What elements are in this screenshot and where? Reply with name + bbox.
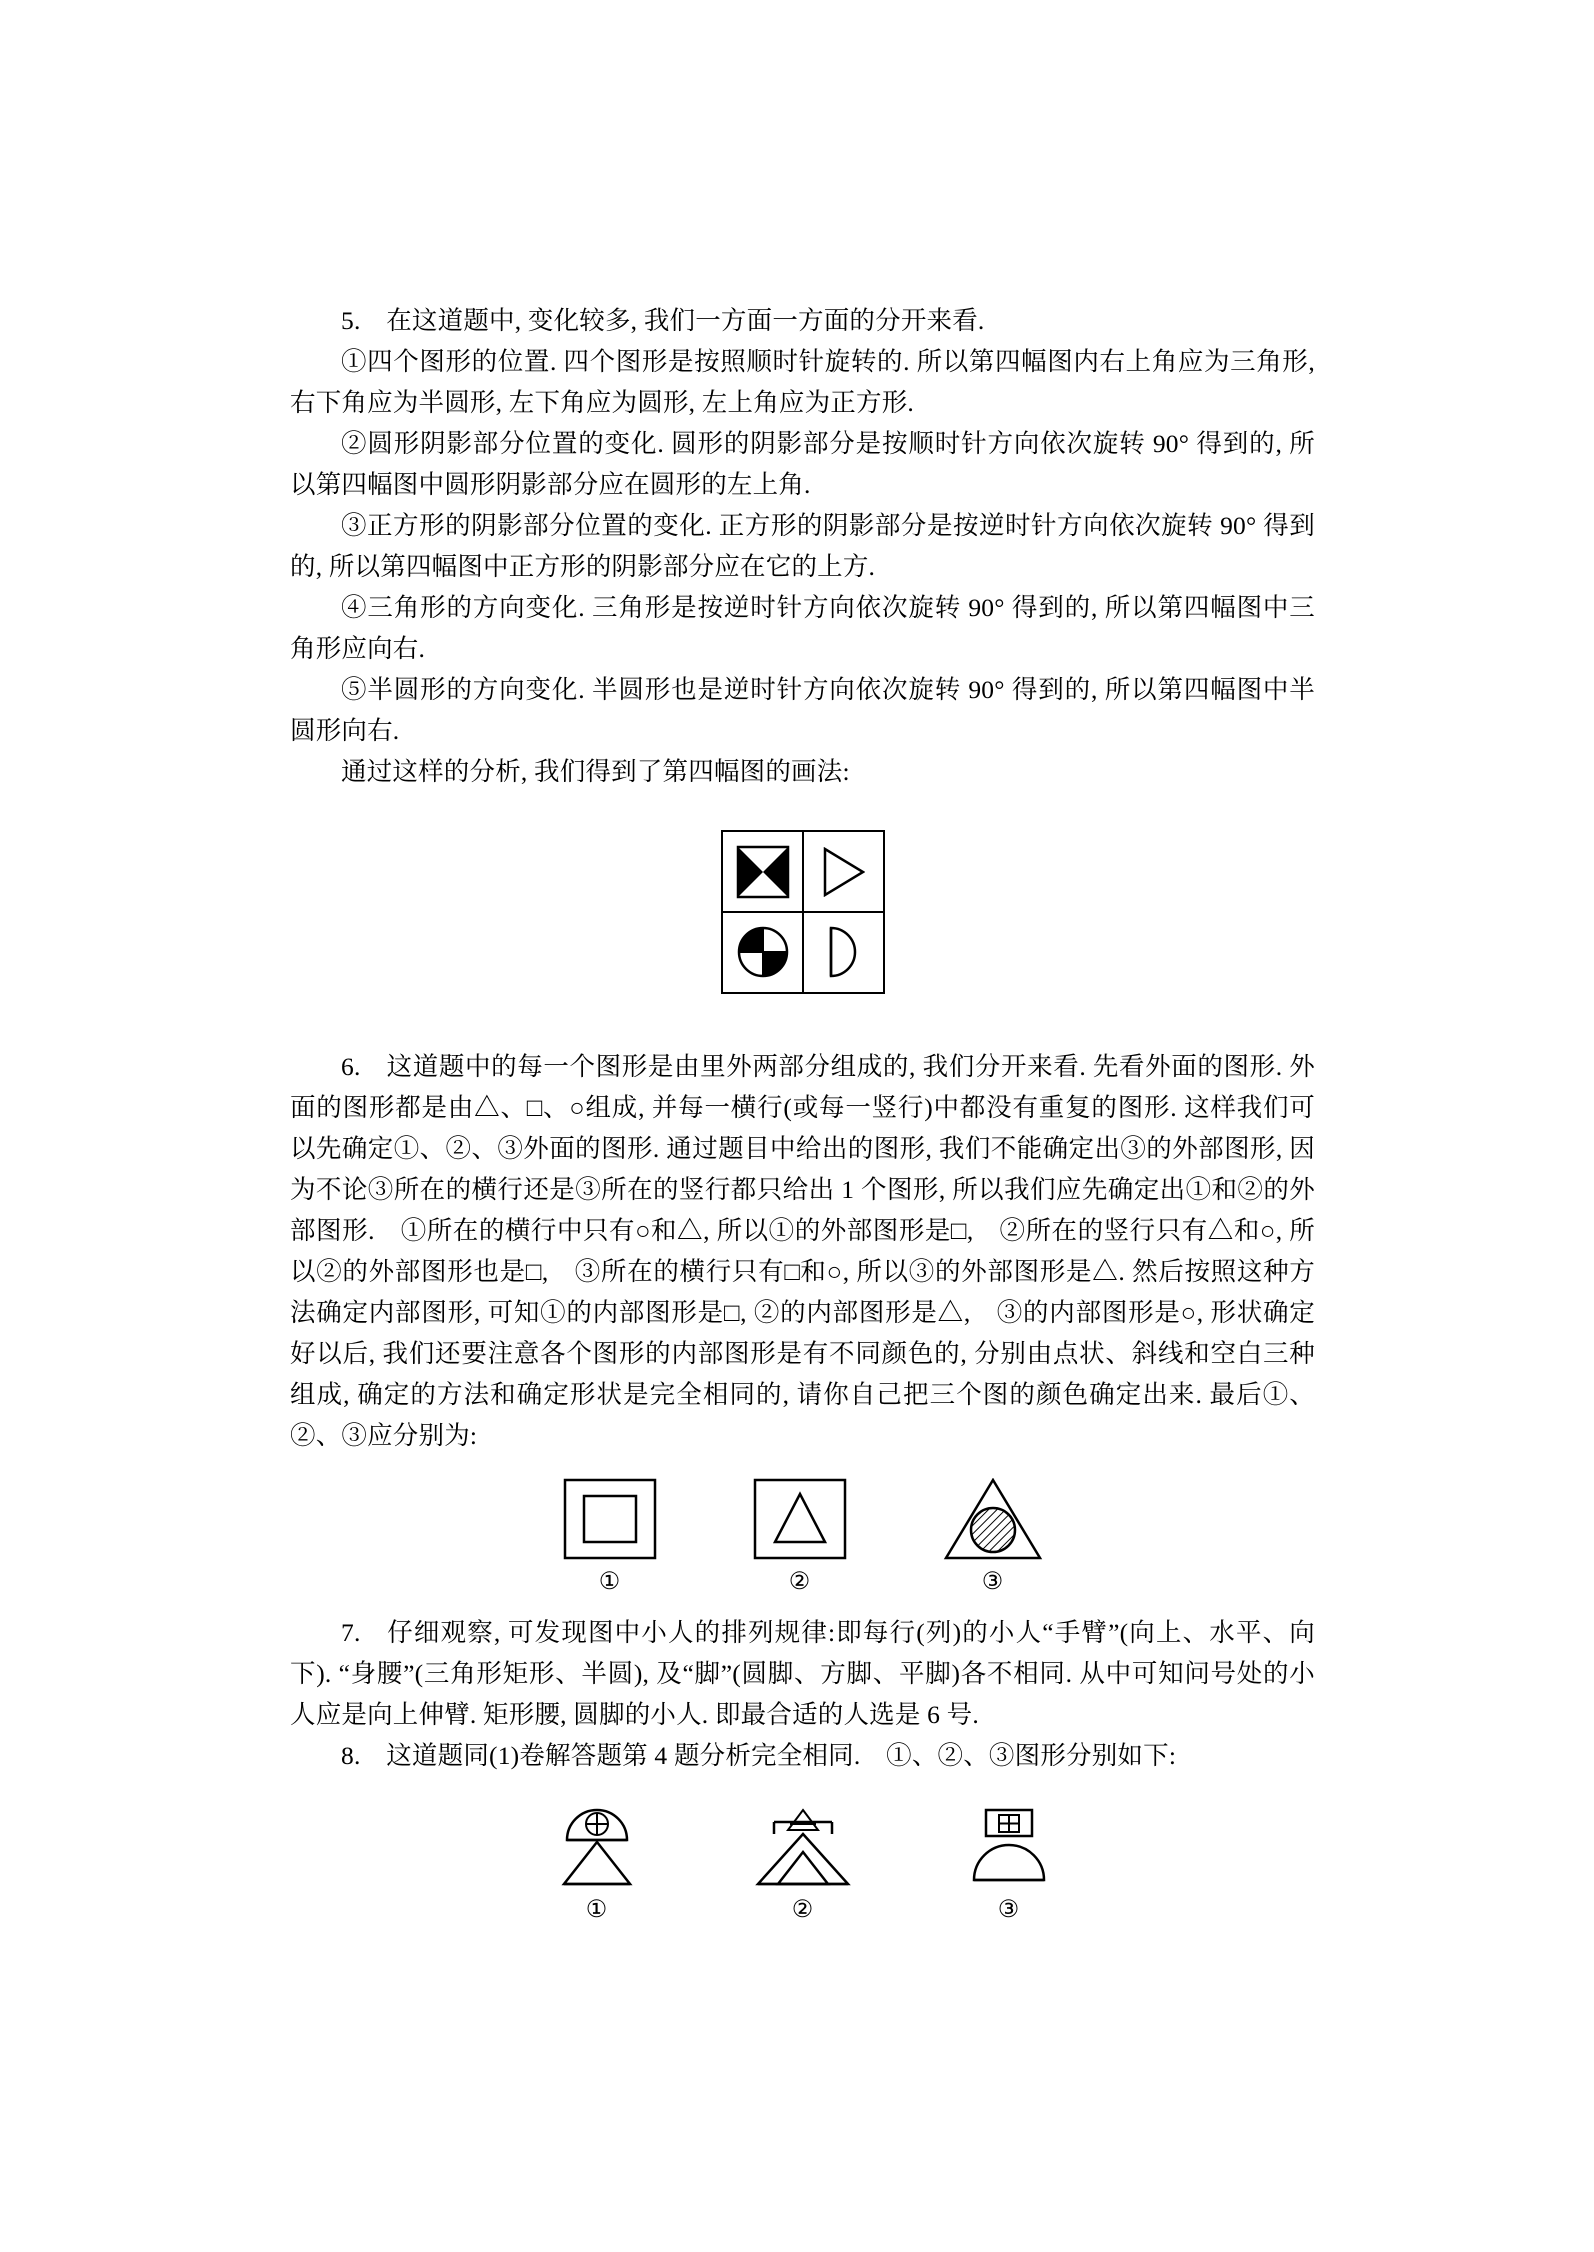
- paragraph-7: 7. 仔细观察, 可发现图中小人的排列规律:即每行(列)的小人“手臂”(向上、水平、向下). “身腰”(三角形矩形、半圆), 及“脚”(圆脚、方脚、平脚)各不相同. 从中可知问号处的小人应是向上伸臂. 矩形腰, 圆脚的小人. 即最合适的人选是 6 号.: [290, 1618, 1315, 1729]
- paragraph-6: 6. 这道题中的每一个图形是由里外两部分组成的, 我们分开来看. 先看外面的图形. 外面的图形都是由△、□、○组成, 并每一横行(或每一竖行)中都没有重复的图形. 这样我们可以先确定①、②、③外面的图形. 通过题目中给出的图形, 我们不能确定出③的外部图形, 因为不论③所在的横行还是③所在的竖行都只给出 1 个图形, 所以我们应先确定出①和②的外部图形. ①所在的横行中只有○和△, 所以①的外部图形是□, ②所在的竖行只有△和○, 所以②的外部图形也是□, ③所在的横行只有□和○, 所以③的外部图形是△. 然后按照这种方法确定内部图形, 可知①的内部图形是□, ②的内部图形是△, ③的内部图形是○, 形状确定好以后, 我们还要注意各个图形的内部图形是有不同颜色的, 分别由点状、斜线和空白三种组成, 确定的方法和确定形状是完全相同的, 请你自己把三个图的颜色确定出来. 最后①、②、③应分别为:: [290, 1052, 1315, 1450]
- square-with-shaded-triangles-icon: [736, 845, 790, 899]
- figure-four-panel-grid: [290, 792, 1315, 994]
- paragraph-5: 5. 在这道题中, 变化较多, 我们一方面一方面的分开来看.: [341, 306, 985, 335]
- hatched-circle-in-triangle-icon: [943, 1478, 1043, 1560]
- grid-cell-bottom-left: [722, 911, 804, 993]
- triangle-in-square-icon: [753, 1478, 847, 1560]
- man-label-2: ②: [791, 1897, 814, 1923]
- paragraph-5-3: ③正方形的阴影部分位置的变化. 正方形的阴影部分是按逆时针方向依次旋转 90° 得到的, 所以第四幅图中正方形的阴影部分应在它的上方.: [290, 511, 1315, 581]
- paragraph-5-1: ①四个图形的位置. 四个图形是按照顺时针旋转的. 所以第四幅图内右上角应为三角形, 右下角应为半圆形, 左下角应为圆形, 左上角应为正方形.: [290, 347, 1315, 417]
- man-item-1: [542, 1800, 652, 1922]
- grid-cell-top-right: [802, 831, 884, 913]
- shape-item-3: [943, 1478, 1043, 1594]
- figure-three-shapes: [290, 1456, 1315, 1594]
- document-content: [290, 300, 1315, 1922]
- paragraph-5-conclusion: 通过这样的分析, 我们得到了第四幅图的画法:: [341, 757, 850, 786]
- grid-cell-top-left: [722, 831, 804, 913]
- shape-label-2: ②: [788, 1569, 811, 1595]
- triangle-right-icon: [821, 847, 865, 897]
- shape-label-1: ①: [598, 1569, 621, 1595]
- man-item-2: [744, 1800, 862, 1922]
- square-in-square-icon: [563, 1478, 657, 1560]
- circle-quartered-shaded-icon: [736, 925, 790, 979]
- shape-grid: [721, 830, 885, 994]
- figure-three-men: [290, 1776, 1315, 1922]
- man-label-3: ③: [997, 1897, 1020, 1923]
- shape-label-3: ③: [981, 1569, 1004, 1595]
- half-circle-right-icon: [823, 925, 863, 979]
- man-arms-horizontal-triangle-body-icon: [744, 1800, 862, 1888]
- paragraph-5-5: ⑤半圆形的方向变化. 半圆形也是逆时针方向依次旋转 90° 得到的, 所以第四幅图中半圆形向右.: [290, 675, 1315, 745]
- man-round-head-triangle-body-icon: [542, 1800, 652, 1888]
- man-item-3: [954, 1800, 1064, 1922]
- shape-item-1: [563, 1478, 657, 1594]
- man-square-head-half-circle-body-icon: [954, 1800, 1064, 1888]
- paragraph-5-4: ④三角形的方向变化. 三角形是按逆时针方向依次旋转 90° 得到的, 所以第四幅图中三角形应向右.: [290, 593, 1315, 663]
- shape-item-2: [753, 1478, 847, 1594]
- paragraph-5-2: ②圆形阴影部分位置的变化. 圆形的阴影部分是按顺时针方向依次旋转 90° 得到的, 所以第四幅图中圆形阴影部分应在圆形的左上角.: [290, 429, 1315, 499]
- grid-cell-bottom-right: [802, 911, 884, 993]
- paragraph-8: 8. 这道题同(1)卷解答题第 4 题分析完全相同. ①、②、③图形分别如下:: [341, 1741, 1177, 1770]
- man-label-1: ①: [585, 1897, 608, 1923]
